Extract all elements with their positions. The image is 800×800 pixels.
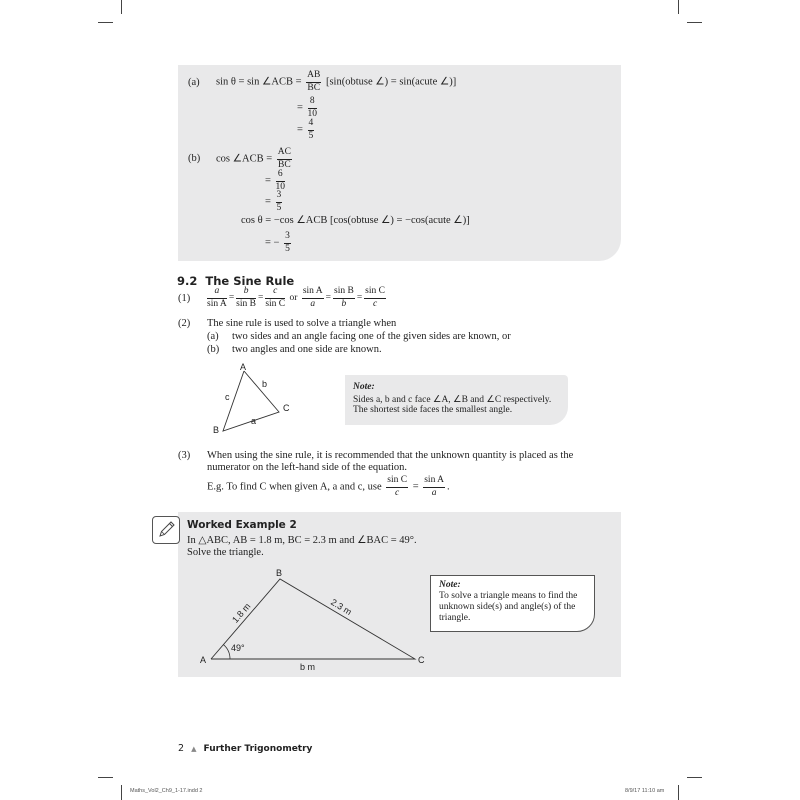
note-line: The shortest side faces the smallest angle. [353,405,513,415]
item-2-text: The sine rule is used to solve a triangle when [207,318,397,329]
sine-rule-formula: $\frac{a}{\text{sin A}}$ = $\frac{b}{\text{sin B}}$ = $\frac{c}{\text{sin C}}$ or $\frac{\text{sin A}}{a}$ = $\frac{\text{sin B}}{b}$ = $\frac{\text{sin C}}{c}$ [207,286,385,309]
item-1-label: (1) [178,293,191,304]
equals: = [297,124,303,136]
denominator: 5 [308,130,314,141]
fraction [276,191,283,213]
denominator: BC [278,159,291,170]
crop-mark [98,777,113,778]
worked-example-task: Solve the triangle. [187,547,264,558]
crop-mark [98,22,113,23]
fraction [302,287,324,309]
worked-example-title: Worked Example 2 [187,519,297,531]
note-box-solve [430,575,595,632]
part-b-line5 [265,232,293,254]
page-footer [178,743,312,754]
fraction [364,287,386,309]
section-title: The Sine Rule [205,274,295,288]
denominator: 10 [307,108,318,119]
section-number: 9.2 [177,274,198,288]
item-2a-label: (a) [207,331,219,342]
denominator: BC [307,82,321,93]
part-a-line1 [216,71,456,93]
side-bc-label: 2.3 m [329,596,354,618]
item-3-example: E.g. To find C when given A, a and c, use $\frac{\text{sin C}}{c}$ = $\frac{\text{sin A}}{a}$ . [207,475,450,498]
part-b-line1 [216,148,294,170]
note-line: Sides a, b and c face ∠A, ∠B and ∠C respectively. [353,395,552,405]
side-c-label: c [225,392,230,402]
denominator: c [395,487,400,498]
fraction [284,232,291,254]
slug-datetime: 8/9/17 11:10 am [625,788,665,794]
crop-mark [121,0,122,14]
part-a-lhs: sin θ = sin ∠ACB = [216,76,302,88]
item-3-line2: numerator on the left-hand side of the equation. [207,462,408,473]
vertex-b-label: B [213,425,220,435]
denominator: sin C [265,298,286,309]
denominator: a [310,298,316,309]
side-ab-label: 1.8 m [230,601,253,625]
vertex-c-label: C [418,655,425,665]
numerator: sin A [423,476,445,488]
part-a-line2 [297,97,319,119]
fraction [265,287,285,309]
item-2b-label: (b) [207,344,220,355]
numerator: 4 [308,119,315,131]
denominator: 10 [275,181,286,192]
page-number: 2 [178,743,185,754]
pencil-icon [152,516,180,544]
item-2a-text: two sides and an angle facing one of the given sides are known, or [232,331,511,342]
vertex-b-label: B [276,568,283,578]
numerator: AC [277,148,292,160]
part-b-lhs: cos ∠ACB = [216,153,273,165]
part-b-label: (b) [188,153,201,164]
item-3-line1: When using the sine rule, it is recommended that the unknown quantity is placed as the [207,450,574,461]
part-a-line3 [297,119,316,141]
part-b-line2 [265,170,287,192]
fraction [423,476,445,498]
denominator: sin A [207,298,227,309]
fraction [276,170,286,192]
fraction [236,287,256,309]
numerator: sin A [302,287,324,299]
numerator: 3 [276,191,283,203]
fraction [207,287,227,309]
denominator: b [341,298,347,309]
crop-mark [678,0,679,14]
or-text: or [289,293,298,304]
numerator: 3 [284,232,291,244]
crop-mark [687,777,702,778]
equals: = [297,102,303,114]
vertex-c-label: C [283,403,290,413]
slug-file: Maths_Vol2_Ch9_1-17.indd 2 [130,788,203,794]
side-b-label: b [262,379,268,389]
note-text: To solve a triangle means to find the unknown side(s) and angle(s) of the triangle. [439,590,578,623]
identity-note: [sin(obtuse ∠) = sin(acute ∠)] [325,76,457,88]
denominator: sin B [236,298,256,309]
equals-minus: = − [265,237,280,249]
numerator: sin C [386,476,408,488]
numerator: sin C [364,287,386,299]
equals: = [265,175,271,187]
numerator: a [207,287,227,299]
item-2-label: (2) [178,318,191,329]
numerator: b [236,287,256,299]
denominator: 5 [276,202,282,213]
numerator: 6 [276,170,286,182]
side-a-label: a [251,416,257,426]
part-b-line4: cos θ = −cos ∠ACB [cos(obtuse ∠) = −cos(acute ∠)] [241,215,470,226]
worked-example-given: In △ABC, AB = 1.8 m, BC = 2.3 m and ∠BAC = 49°. [187,535,417,546]
crop-mark [121,785,122,800]
numerator: sin B [333,287,355,299]
denominator: a [431,487,437,498]
chapter-title: Further Trigonometry [203,744,313,754]
crop-mark [687,22,702,23]
fraction [386,476,408,498]
fraction [308,119,315,141]
vertex-a-label: A [240,362,247,372]
example-text: E.g. To find C when given A, a and c, use [207,481,382,493]
denominator: 5 [285,243,290,254]
note-title: Note: [439,580,461,590]
period: . [447,481,450,493]
note-title: Note: [353,382,375,392]
crop-mark [678,785,679,800]
numerator: AB [306,71,321,83]
triangle-marker-icon: ▲ [191,745,197,753]
item-3-label: (3) [178,450,191,461]
denominator: c [372,298,378,309]
equals: = [265,196,271,208]
fraction [277,148,292,170]
part-a-label: (a) [188,77,200,88]
fraction [333,287,355,309]
side-ac-label: b m [300,662,316,672]
angle-a-label: 49° [231,643,245,653]
item-2b-text: two angles and one side are known. [232,344,382,355]
fraction [306,71,321,93]
numerator: c [265,287,285,299]
numerator: 8 [308,97,318,109]
fraction [308,97,318,119]
vertex-a-label: A [200,655,207,665]
part-b-line3 [265,191,284,213]
